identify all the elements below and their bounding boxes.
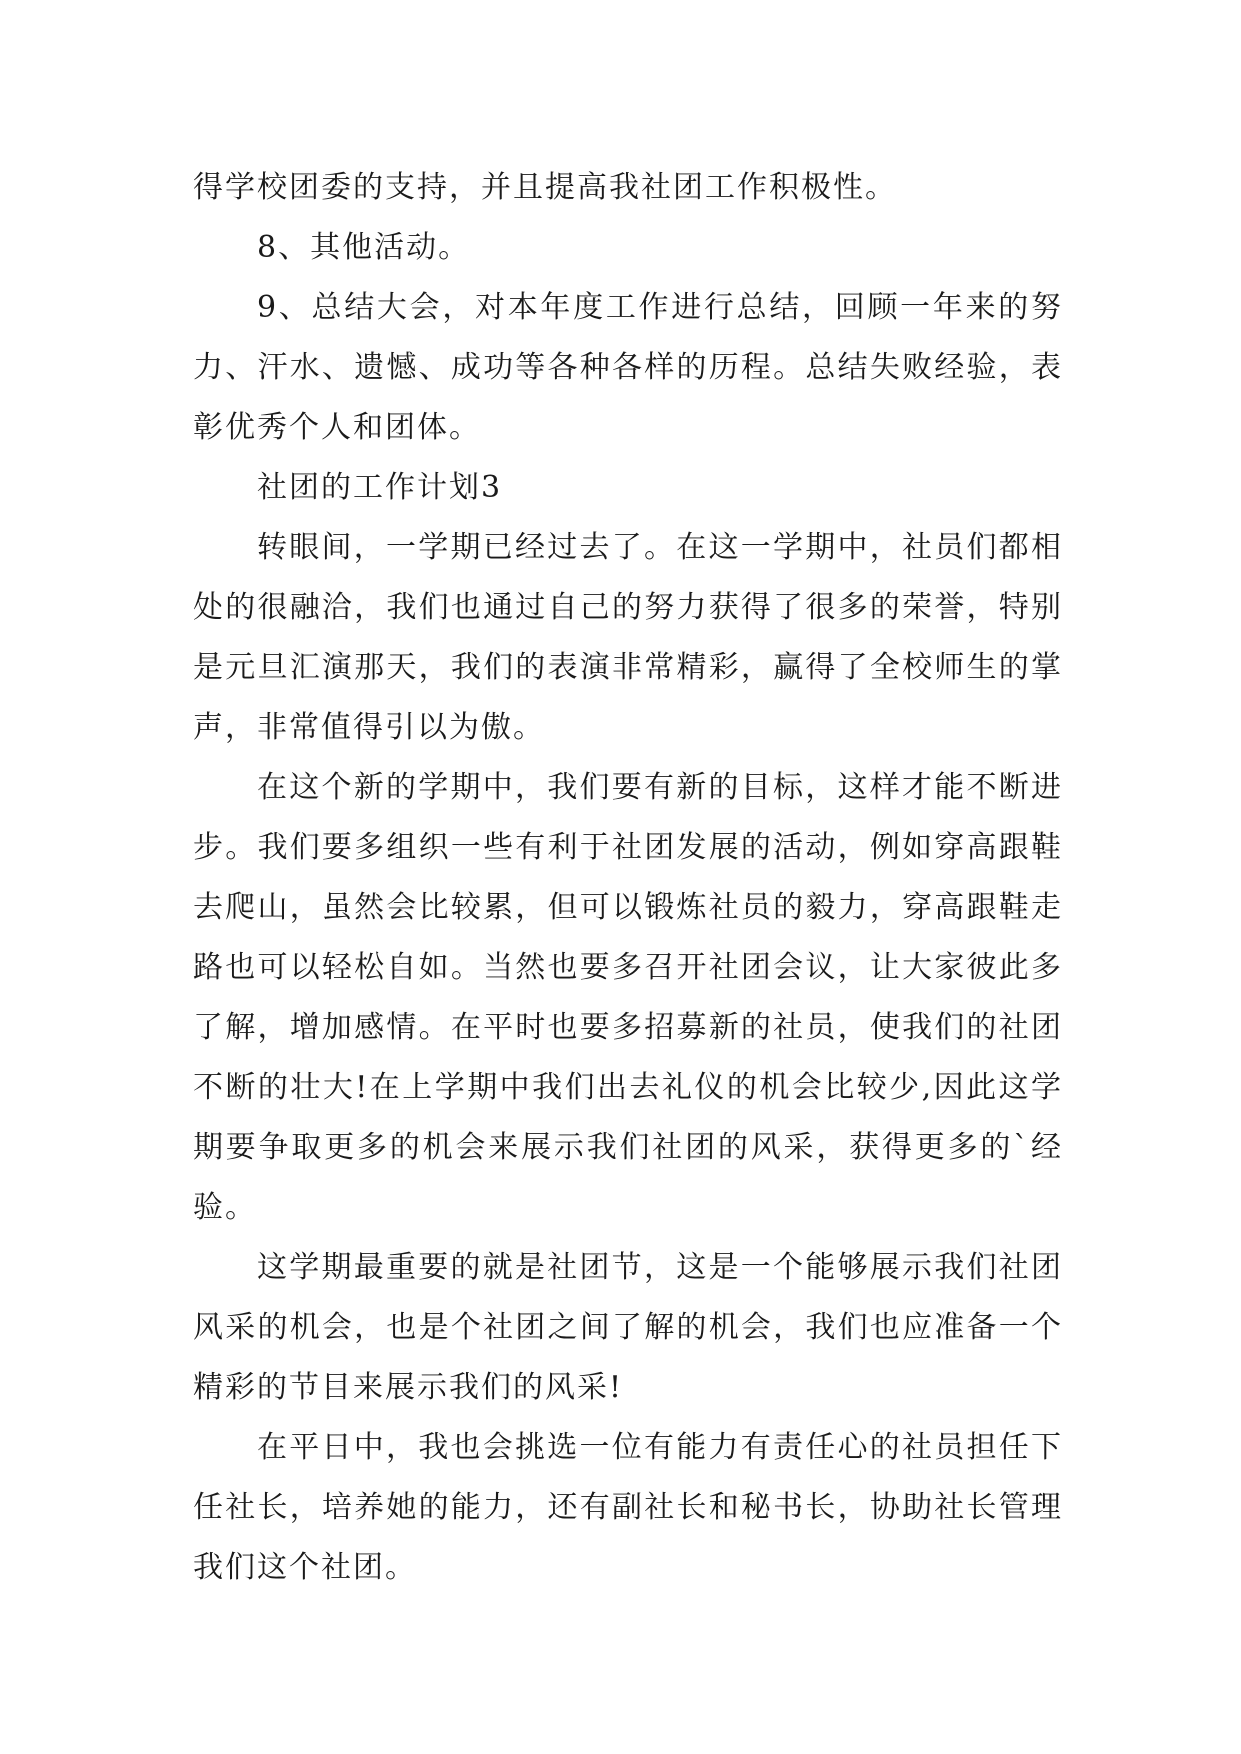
paragraph-goals: 在这个新的学期中，我们要有新的目标，这样才能不断进步。我们要多组织一些有利于社团发展的活动，例如穿高跟鞋去爬山，虽然会比较累，但可以锻炼社员的毅力，穿高跟鞋走路也可以轻松自如。当然也要多召开社团会议，让大家彼此多了解，增加感情。在平时也要多招募新的社员，使我们的社团不断的壮大!在上学期中我们出去礼仪的机会比较少,因此这学期要争取更多的机会来展示我们社团的风采，获得更多的`经验。	[193, 770, 1063, 1225]
paragraph-intro: 转眼间，一学期已经过去了。在这一学期中，社员们都相处的很融洽，我们也通过自己的努力获得了很多的荣誉，特别是元旦汇演那天，我们的表演非常精彩，赢得了全校师生的掌声，非常值得引以为傲。	[193, 530, 1063, 745]
document-body	[193, 158, 1063, 1598]
paragraph-succession: 在平日中，我也会挑选一位有能力有责任心的社员担任下任社长，培养她的能力，还有副社长和秘书长，协助社长管理我们这个社团。	[193, 1430, 1063, 1585]
paragraph-item-9: 9、总结大会，对本年度工作进行总结，回顾一年来的努力、汗水、遗憾、成功等各种各样的历程。总结失败经验，表彰优秀个人和团体。	[193, 290, 1063, 445]
section-heading: 社团的工作计划3	[257, 470, 503, 505]
paragraph-item-8: 8、其他活动。	[257, 230, 471, 265]
paragraph-club-festival: 这学期最重要的就是社团节，这是一个能够展示我们社团风采的机会，也是个社团之间了解的机会，我们也应准备一个精彩的节目来展示我们的风采!	[193, 1250, 1063, 1405]
paragraph-continuation: 得学校团委的支持，并且提高我社团工作积极性。	[193, 170, 897, 205]
